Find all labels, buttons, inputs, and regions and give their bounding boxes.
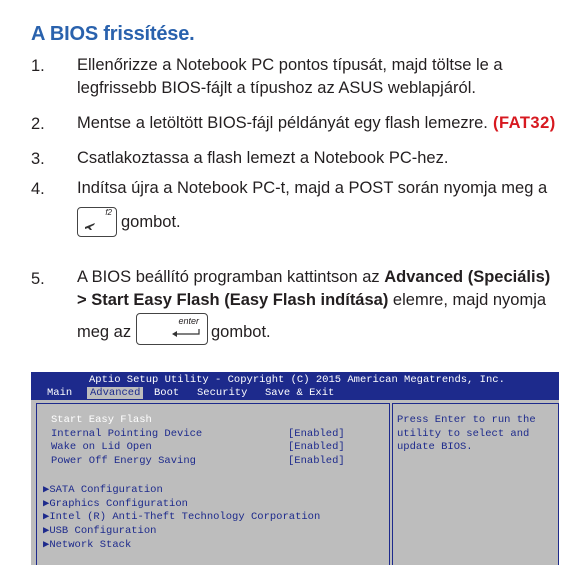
advanced-menu-ref: Advanced (Speciális) xyxy=(384,268,551,286)
step-4-line-1: Indítsa újra a Notebook PC-t, majd a POST során nyomja meg a xyxy=(77,179,548,197)
f2-key-label: f2 xyxy=(105,208,112,217)
enter-key-label: enter xyxy=(178,316,199,326)
bios-help-line-1: Press Enter to run the xyxy=(397,414,536,426)
step-1-line-1: Ellenőrizze a Notebook PC pontos típusát, majd töltse le a xyxy=(77,56,503,74)
bios-menu-main[interactable]: Main xyxy=(47,387,73,399)
bios-screenshot xyxy=(31,372,559,565)
bios-submenu-network-stack[interactable]: ▶Network Stack xyxy=(43,539,132,551)
step-5-line-1 xyxy=(77,266,550,289)
bios-menu-security[interactable]: Security xyxy=(197,387,248,399)
step-2-line-1: Mentse a letöltött BIOS-fájl példányát egy flash lemezre. xyxy=(77,114,488,132)
step-5-line-3-start: meg az xyxy=(77,323,132,341)
bios-body xyxy=(31,400,559,565)
step-1-line-2: legfrissebb BIOS-fájlt a típushoz az ASUS weblapjáról. xyxy=(77,79,476,97)
start-easy-flash-ref: > Start Easy Flash (Easy Flash indítása) xyxy=(77,291,389,309)
step-1-number: 1. xyxy=(31,57,45,75)
bios-value-power-off-energy-saving[interactable]: [Enabled] xyxy=(288,455,345,467)
airplane-icon xyxy=(84,220,96,232)
bios-item-internal-pointing-device[interactable]: Internal Pointing Device xyxy=(51,428,203,440)
bios-item-start-easy-flash[interactable]: Start Easy Flash xyxy=(51,414,152,426)
step-4-after-key: gombot. xyxy=(121,213,181,231)
bios-item-power-off-energy-saving[interactable]: Power Off Energy Saving xyxy=(51,455,196,467)
page-title: A BIOS frissítése. xyxy=(31,23,195,45)
bios-submenu-usb-label: USB Configuration xyxy=(49,525,157,537)
bios-help-line-2: utility to select and xyxy=(397,428,530,440)
enter-arrow-icon xyxy=(171,328,201,338)
step-5-line-2-text: elemre, majd nyomja xyxy=(388,291,547,309)
bios-menu-boot[interactable]: Boot xyxy=(154,387,180,399)
bios-header-bar xyxy=(31,372,559,400)
step-4-number: 4. xyxy=(31,180,45,198)
fat32-note: (FAT32) xyxy=(493,114,556,132)
bios-help-line-3: update BIOS. xyxy=(397,441,473,453)
bios-value-wake-on-lid-open[interactable]: [Enabled] xyxy=(288,441,345,453)
enter-key xyxy=(136,313,208,345)
f2-key xyxy=(77,207,117,237)
bios-header-title: Aptio Setup Utility - Copyright (C) 2015 American Megatrends, Inc. xyxy=(89,374,505,386)
bios-menu-advanced[interactable]: Advanced xyxy=(87,387,143,399)
step-5-line-1-text: A BIOS beállító programban kattintson az xyxy=(77,268,385,286)
step-3-number: 3. xyxy=(31,150,45,168)
bios-submenu-anti-theft-label: Intel (R) Anti-Theft Technology Corporation xyxy=(49,511,321,523)
step-5-line-3-end: gombot. xyxy=(211,323,271,341)
bios-submenu-network-stack-label: Network Stack xyxy=(49,539,132,551)
step-5-number: 5. xyxy=(31,270,45,288)
bios-submenu-graphics-label: Graphics Configuration xyxy=(49,498,188,510)
bios-settings-pane xyxy=(36,403,390,565)
bios-menu-save-exit[interactable]: Save & Exit xyxy=(265,387,335,399)
bios-submenu-anti-theft[interactable]: ▶Intel (R) Anti-Theft Technology Corporation xyxy=(43,511,321,523)
bios-item-wake-on-lid-open[interactable]: Wake on Lid Open xyxy=(51,441,152,453)
step-2-number: 2. xyxy=(31,115,45,133)
step-5-line-2 xyxy=(77,289,546,312)
bios-submenu-sata[interactable]: ▶SATA Configuration xyxy=(43,484,163,496)
step-3-line-1: Csatlakoztassa a flash lemezt a Notebook PC-hez. xyxy=(77,149,449,167)
bios-submenu-sata-label: SATA Configuration xyxy=(49,484,163,496)
bios-submenu-graphics[interactable]: ▶Graphics Configuration xyxy=(43,498,188,510)
bios-help-pane xyxy=(392,403,559,565)
bios-value-internal-pointing-device[interactable]: [Enabled] xyxy=(288,428,345,440)
bios-submenu-usb[interactable]: ▶USB Configuration xyxy=(43,525,157,537)
